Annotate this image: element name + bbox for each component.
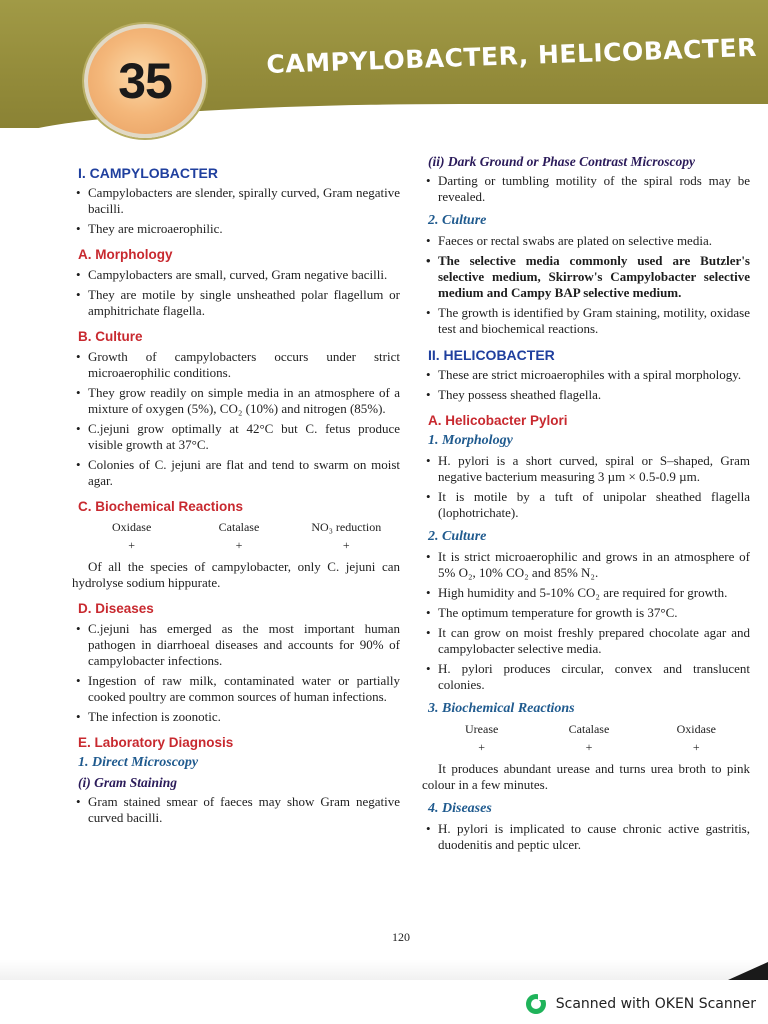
reaction-header: Oxidase [111,520,152,534]
reaction-headers [78,519,400,535]
list-item: • Darting or tumbling motility of the spiral rods may be revealed. [418,173,750,205]
chapter-number-badge [84,24,206,138]
chapter-number: 35 [118,53,172,109]
list-item: • They are microaerophilic. [68,221,400,237]
heading-diseases: D. Diseases [78,601,154,616]
scanner-watermark [524,992,756,1016]
list-item: • Growth of campylobacters occurs under strict microaerophilic conditions. [68,349,400,381]
heading-culture-2: 2. Culture [428,213,487,228]
list-item: • Colonies of C. jejuni are flat and tend to swarm on moist agar. [68,457,400,489]
list-item: • These are strict microaerophiles with a spiral morphology. [418,367,750,383]
section-heading-helicobacter: II. HELICOBACTER [428,347,555,363]
heading-biochemical-reactions-hp: 3. Biochemical Reactions [428,701,575,716]
reaction-value: + [478,740,486,754]
list-item: • H. pylori produces circular, convex and translucent colonies. [418,661,750,693]
list-item: • They are motile by single unsheathed polar flagellum or amphitrichate flagella. [68,287,400,319]
heading-culture-hp: 2. Culture [428,529,487,544]
gram-staining-list [68,794,400,826]
culture-list [68,349,400,489]
dark-ground-list [418,173,750,205]
list-item: • C.jejuni has emerged as the most important human pathogen in diarrhoeal diseases and accounts for 90% of campylobacter infections. [68,621,400,669]
list-item: • The infection is zoonotic. [68,709,400,725]
list-item: • Campylobacters are slender, spirally curved, Gram negative bacilli. [68,185,400,217]
list-item: • Gram stained smear of faeces may show Gram negative curved bacilli. [68,794,400,826]
heading-direct-microscopy: 1. Direct Microscopy [78,755,199,770]
hp-reaction-values [428,739,750,755]
hp-culture-list [418,549,750,693]
reaction-values [78,537,400,553]
list-item: • High humidity and 5-10% CO₂ are required for growth. [418,585,750,601]
list-item: • It is strict microaerophilic and grows in an atmosphere of 5% O₂, 10% CO₂ and 85% N₂. [418,549,750,581]
heading-laboratory-diagnosis: E. Laboratory Diagnosis [78,735,234,750]
reaction-header: Urease [465,722,499,736]
hippurate-paragraph: Of all the species of campylobacter, only C. jejuni can hydrolyse sodium hippurate. [72,559,400,590]
section-heading-campylobacter: I. CAMPYLOBACTER [78,165,218,181]
reaction-value: + [342,538,350,552]
reaction-value: + [585,740,593,754]
list-item: • It can grow on moist freshly prepared chocolate agar and campylobacter selective media. [418,625,750,657]
heading-helicobacter-pylori: A. Helicobacter Pylori [428,413,568,428]
oken-scanner-logo-icon [524,992,548,1016]
hp-reaction-headers [428,721,750,737]
hp-diseases-list [418,821,750,853]
list-item: • H. pylori is implicated to cause chronic active gastritis, duodenitis and peptic ulcer. [418,821,750,853]
culture-2-list [418,233,750,337]
campylobacter-intro-list [68,185,400,237]
heading-morphology: A. Morphology [78,247,173,262]
list-item: • They possess sheathed flagella. [418,387,750,403]
list-item: • Faeces or rectal swabs are plated on selective media. [418,233,750,249]
heading-culture: B. Culture [78,329,143,344]
diseases-list [68,621,400,725]
reaction-header: NO₃ reduction [311,520,382,534]
scanner-text: Scanned with OKEN Scanner [555,996,756,1012]
list-item: • Ingestion of raw milk, contaminated water or partially cooked poultry are common sources of human infections. [68,673,400,705]
heading-biochemical-reactions: C. Biochemical Reactions [78,499,244,514]
urease-paragraph: It produces abundant urease and turns urea broth to pink colour in a few minutes. [422,761,750,792]
page-number: 120 [392,930,410,944]
helicobacter-intro-list [418,367,750,403]
heading-morphology-hp: 1. Morphology [428,433,513,448]
reaction-header: Oxidase [676,722,716,736]
list-item: • The optimum temperature for growth is 37°C. [418,605,750,621]
heading-gram-staining: (i) Gram Staining [78,775,178,790]
list-item: • H. pylori is a short curved, spiral or S–shaped, Gram negative bacterium measuring 3 µm × 0.5-0.9 µm. [418,453,750,485]
reaction-value: + [235,538,243,552]
list-item: • The selective media commonly used are Butzler's selective medium, Skirrow's Campylobacter selective medium and Campy BAP selective medium. [418,253,750,301]
chapter-title: CAMPYLOBACTER, HELICOBACTER [266,32,758,79]
list-item: • The growth is identified by Gram staining, motility, oxidase test and biochemical reactions. [418,305,750,337]
heading-diseases-hp: 4. Diseases [428,801,492,816]
morphology-list [68,267,400,319]
heading-dark-ground-microscopy: (ii) Dark Ground or Phase Contrast Microscopy [428,154,696,169]
reaction-value: + [128,538,136,552]
reaction-header: Catalase [568,722,610,736]
page-edge-shadow [0,960,768,980]
reaction-value: + [692,740,700,754]
list-item: • C.jejuni grow optimally at 42°C but C. fetus produce visible growth at 37°C. [68,421,400,453]
hp-morphology-list [418,453,750,521]
reaction-header: Catalase [218,520,260,534]
list-item: • It is motile by a tuft of unipolar sheathed flagella (lophotrichate). [418,489,750,521]
list-item: • Campylobacters are small, curved, Gram negative bacilli. [68,267,400,283]
list-item: • They grow readily on simple media in an atmosphere of a mixture of oxygen (5%), CO₂ (10%) and nitrogen (85%). [68,385,400,417]
left-column [68,165,400,830]
right-column [418,152,750,857]
